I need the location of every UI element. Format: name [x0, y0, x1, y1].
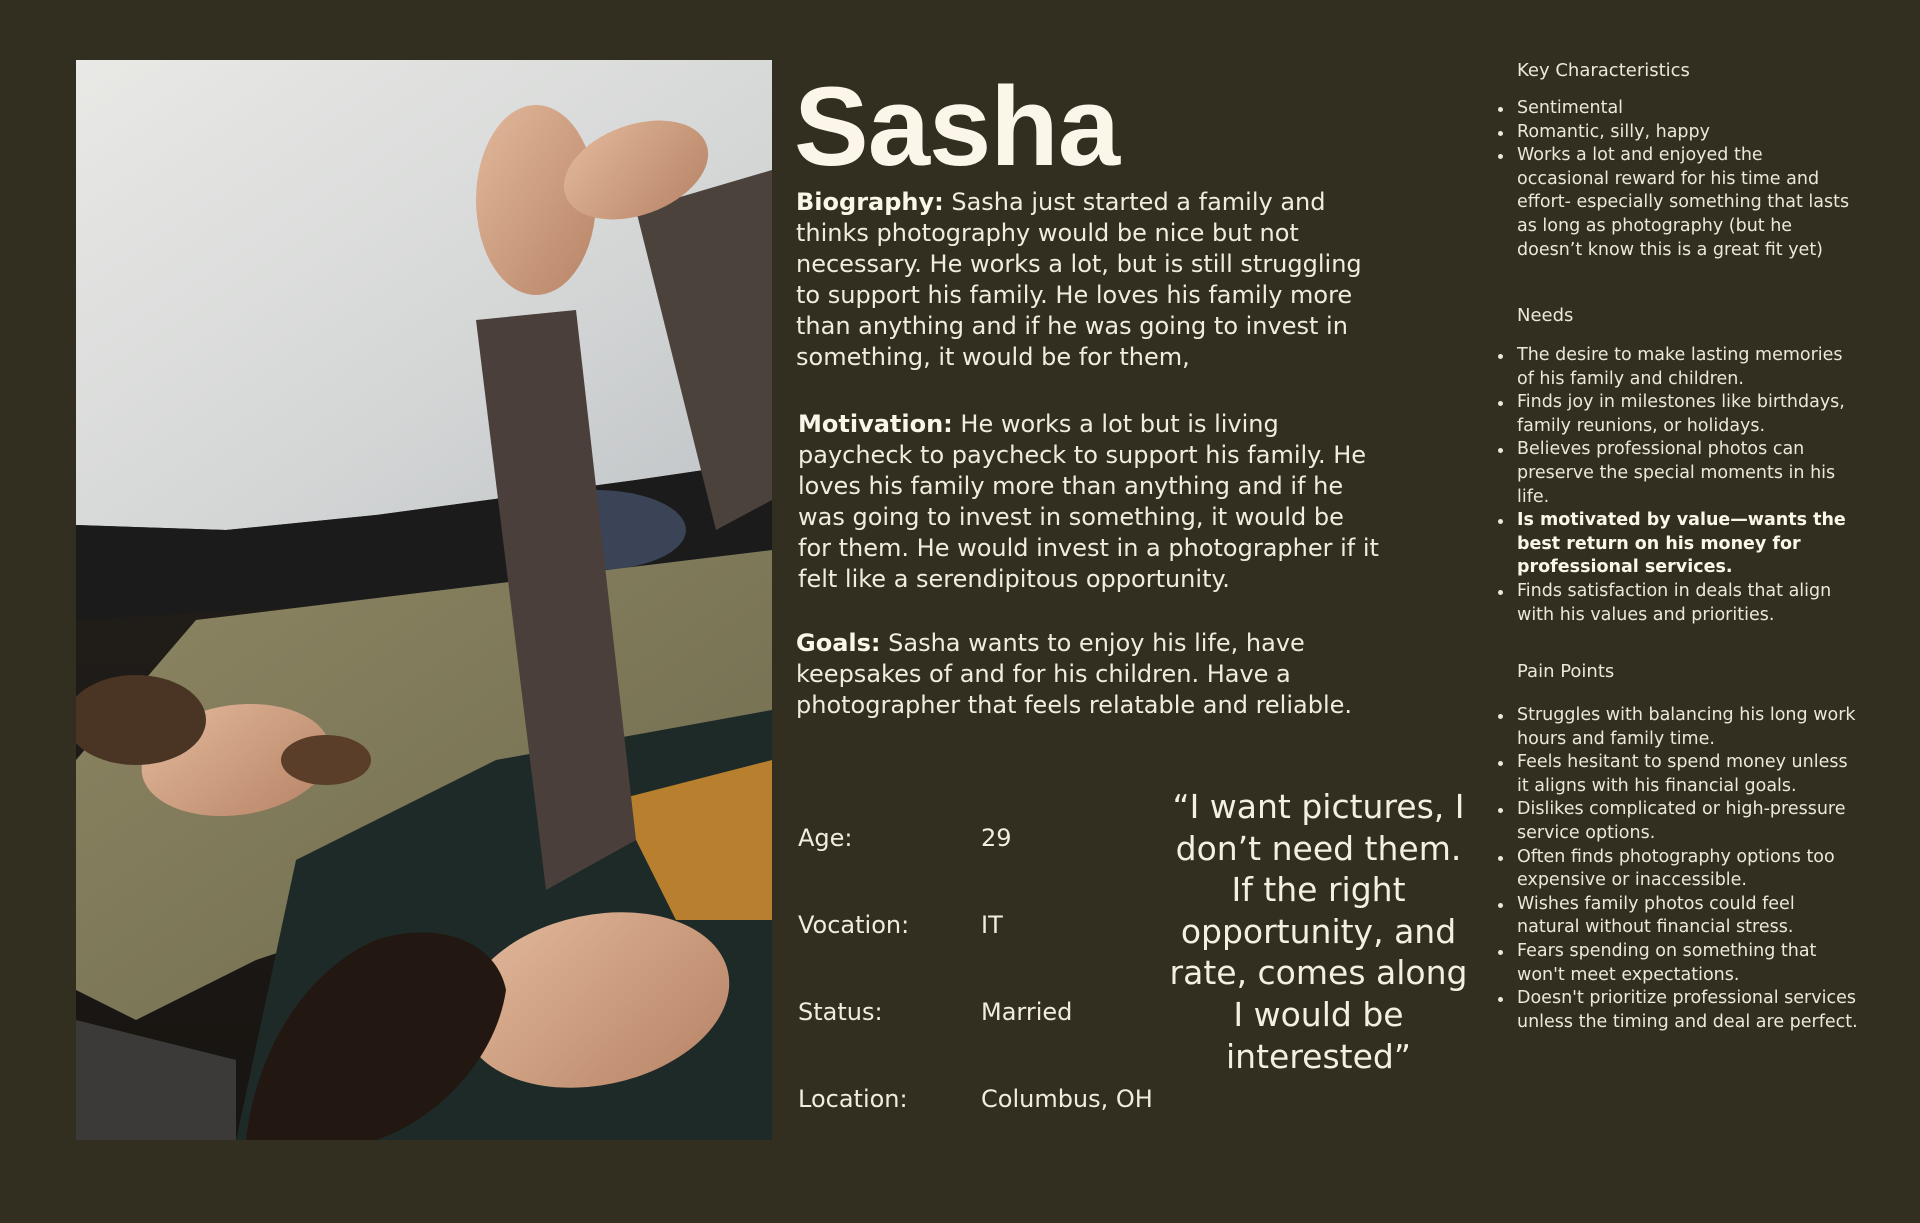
needs-heading: Needs	[1517, 305, 1574, 326]
list-item: Finds satisfaction in deals that align with his values and priorities.	[1490, 580, 1860, 627]
needs-list	[1490, 344, 1860, 627]
biography-text: Sasha just started a family and thinks photography would be nice but not necessary. He works a lot, but is still struggling to support his family. He loves his family more than anything and if he was going to invest in something, it would be for them,	[796, 188, 1362, 371]
key-characteristics-heading: Key Characteristics	[1517, 60, 1690, 81]
motivation-paragraph	[798, 409, 1384, 595]
list-item: Dislikes complicated or high-pressure service options.	[1490, 798, 1860, 845]
list-item: Feels hesitant to spend money unless it aligns with his financial goals.	[1490, 751, 1860, 798]
couple-in-tent-image	[76, 60, 772, 1140]
fact-label: Location:	[798, 1085, 908, 1113]
list-item-emphasized: Is motivated by value—wants the best return on his money for professional services.	[1490, 509, 1860, 580]
list-item: Fears spending on something that won't meet expectations.	[1490, 940, 1860, 987]
needs-section	[1490, 304, 1860, 627]
motivation-label: Motivation:	[798, 410, 953, 438]
fact-row-vocation	[798, 911, 1178, 998]
pain-points-list	[1490, 704, 1860, 1034]
list-item: The desire to make lasting memories of his family and children.	[1490, 344, 1860, 391]
pain-points-section	[1490, 660, 1860, 1034]
fact-row-location	[798, 1085, 1178, 1172]
list-item: Wishes family photos could feel natural without financial stress.	[1490, 893, 1860, 940]
goals-paragraph	[796, 628, 1382, 721]
persona-facts	[798, 824, 1178, 1172]
list-item: Often finds photography options too expensive or inaccessible.	[1490, 846, 1860, 893]
list-item: Works a lot and enjoyed the occasional reward for his time and effort- especially something that lasts as long as photography (but he doesn’t know this is a great fit yet)	[1490, 144, 1860, 262]
list-item: Finds joy in milestones like birthdays, family reunions, or holidays.	[1490, 391, 1860, 438]
fact-row-age	[798, 824, 1178, 911]
persona-photo	[76, 60, 772, 1140]
list-item: Romantic, silly, happy	[1490, 121, 1860, 145]
list-item: Believes professional photos can preserve the special moments in his life.	[1490, 438, 1860, 509]
goals-text: Sasha wants to enjoy his life, have keepsakes of and for his children. Have a photographer that feels relatable and reliable.	[796, 629, 1353, 719]
goals-label: Goals:	[796, 629, 881, 657]
fact-label: Age:	[798, 824, 853, 852]
fact-label: Status:	[798, 998, 883, 1026]
biography-paragraph	[796, 187, 1382, 373]
persona-quote: “I want pictures, I don’t need them. If the right opportunity, and rate, comes along I would be interested”	[1169, 787, 1468, 1076]
key-characteristics-list	[1490, 97, 1860, 262]
persona-name: Sasha	[794, 64, 1119, 189]
list-item: Struggles with balancing his long work hours and family time.	[1490, 704, 1860, 751]
fact-value: Married	[981, 998, 1073, 1026]
fact-label: Vocation:	[798, 911, 910, 939]
fact-value: Columbus, OH	[981, 1085, 1153, 1113]
motivation-text: He works a lot but is living paycheck to paycheck to support his family. He loves his family more than anything and if he was going to invest in something, it would be for them. He would invest in a photographer if it felt like a serendipitous opportunity.	[798, 410, 1379, 593]
pain-points-heading: Pain Points	[1517, 661, 1615, 682]
list-item: Doesn't prioritize professional services unless the timing and deal are perfect.	[1490, 987, 1860, 1034]
fact-row-status	[798, 998, 1178, 1085]
biography-label: Biography:	[796, 188, 944, 216]
fact-value: IT	[981, 911, 1003, 939]
key-characteristics-section	[1490, 59, 1860, 262]
list-item: Sentimental	[1490, 97, 1860, 121]
fact-value: 29	[981, 824, 1012, 852]
